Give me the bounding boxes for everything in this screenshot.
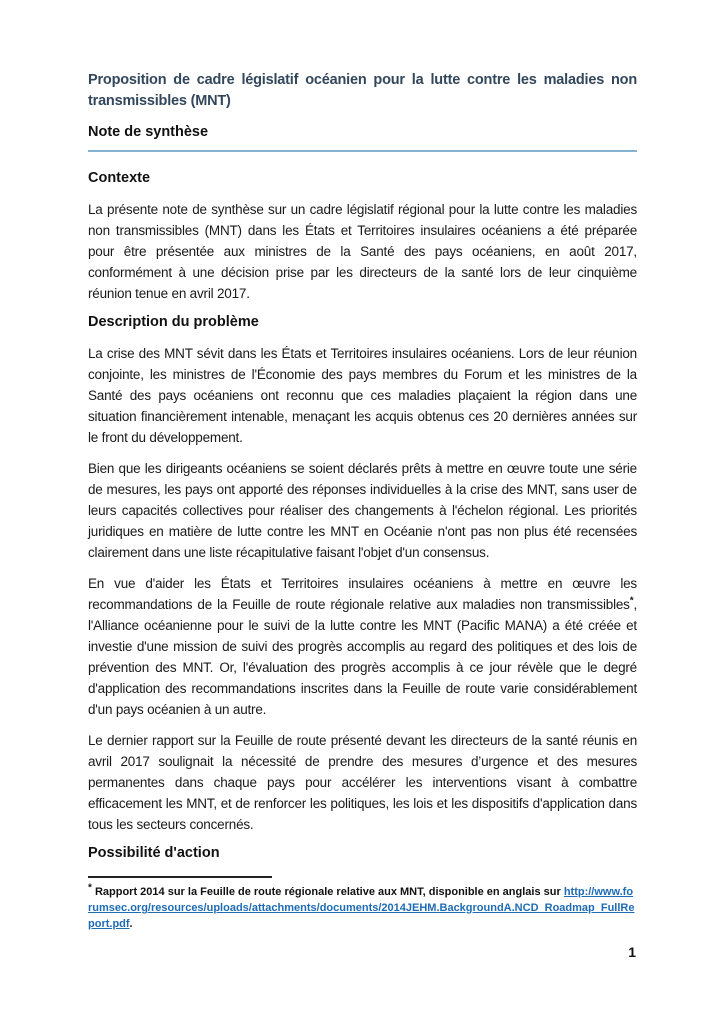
document-title: Proposition de cadre législatif océanien pour la lutte contre les maladies non transmissibles (MNT)	[88, 72, 637, 109]
heading-description-du-probleme: Description du problème	[88, 314, 259, 330]
document-content	[88, 0, 637, 874]
paragraph-probleme-4: Le dernier rapport sur la Feuille de route présenté devant les directeurs de la santé réunis en avril 2017 soulignait la nécessité de prendre des mesures d’urgence et des mesures permanentes dans chaque pays pour accélérer les interventions visant à combattre efficacement les MNT, et de renforcer les politiques, les lois et les dispositifs d'application dans tous les secteurs concernés.	[88, 733, 637, 832]
paragraph-text-before-footnote-ref: En vue d'aider les États et Territoires insulaires océaniens à mettre en œuvre les recommandations de la Feuille de route régionale relative aux maladies non transmissibles	[88, 576, 637, 612]
paragraph-probleme-2: Bien que les dirigeants océaniens se soient déclarés prêts à mettre en œuvre toute une série de mesures, les pays ont apporté des réponses individuelles à la crise des MNT, sans user de leurs capacités collectives pour réaliser des changements à l'échelon régional. Les priorités juridiques en matière de lutte contre les MNT en Océanie n'ont pas non plus été recensées clairement dans une liste récapitulative faisant l'objet d'un consensus.	[88, 461, 637, 560]
footnote-reference-marker: *	[629, 595, 634, 607]
paragraph-contexte-1: La présente note de synthèse sur un cadre législatif régional pour la lutte contre les maladies non transmissibles (MNT) dans les États et Territoires insulaires océaniens a été préparée pour être présentée aux ministres de la Santé des pays océaniens, en août 2017, conformément à une décision prise par les directeurs de la santé lors de leur cinquième réunion tenue en avril 2017.	[88, 202, 637, 301]
footnote-marker: *	[88, 882, 92, 894]
footnote-text: Rapport 2014 sur la Feuille de route régionale relative aux MNT, disponible en anglais sur	[91, 886, 564, 898]
paragraph-text-after-footnote-ref: , l'Alliance océanienne pour le suivi de la lutte contre les MNT (Pacific MANA) a été créée et investie d'une mission de suivi des progrès accomplis au regard des politiques et des lois de prévention des MNT. Or, l'évaluation des progrès accomplis à ce jour révèle que le degré d'application des recommandations inscrites dans la Feuille de route varie considérablement d'un pays océanien à un autre.	[88, 597, 637, 717]
footnote-text-block	[88, 884, 637, 932]
footnote-link[interactable]: http://www.forumsec.org/resources/uploads/attachments/documents/2014JEHM.BackgroundA.NCD_Roadmap_FullReport.pdf	[88, 886, 635, 930]
document-subtitle: Note de synthèse	[88, 124, 637, 152]
page-number: 1	[628, 944, 636, 960]
footnote-suffix: .	[129, 918, 133, 930]
heading-possibilite-daction: Possibilité d'action	[88, 845, 220, 861]
paragraph-probleme-1: La crise des MNT sévit dans les États et Territoires insulaires océaniens. Lors de leur réunion conjointe, les ministres de l'Économie des pays membres du Forum et les ministres de la Santé des pays océaniens ont reconnu que ces maladies plaçaient la région dans une situation financièrement intenable, menaçant les acquis obtenus ces 20 dernières années sur le front du développement.	[88, 346, 637, 445]
footnote-separator-rule	[88, 876, 272, 878]
paragraph-probleme-3	[88, 573, 637, 720]
heading-contexte: Contexte	[88, 170, 151, 186]
footnote	[88, 876, 637, 932]
